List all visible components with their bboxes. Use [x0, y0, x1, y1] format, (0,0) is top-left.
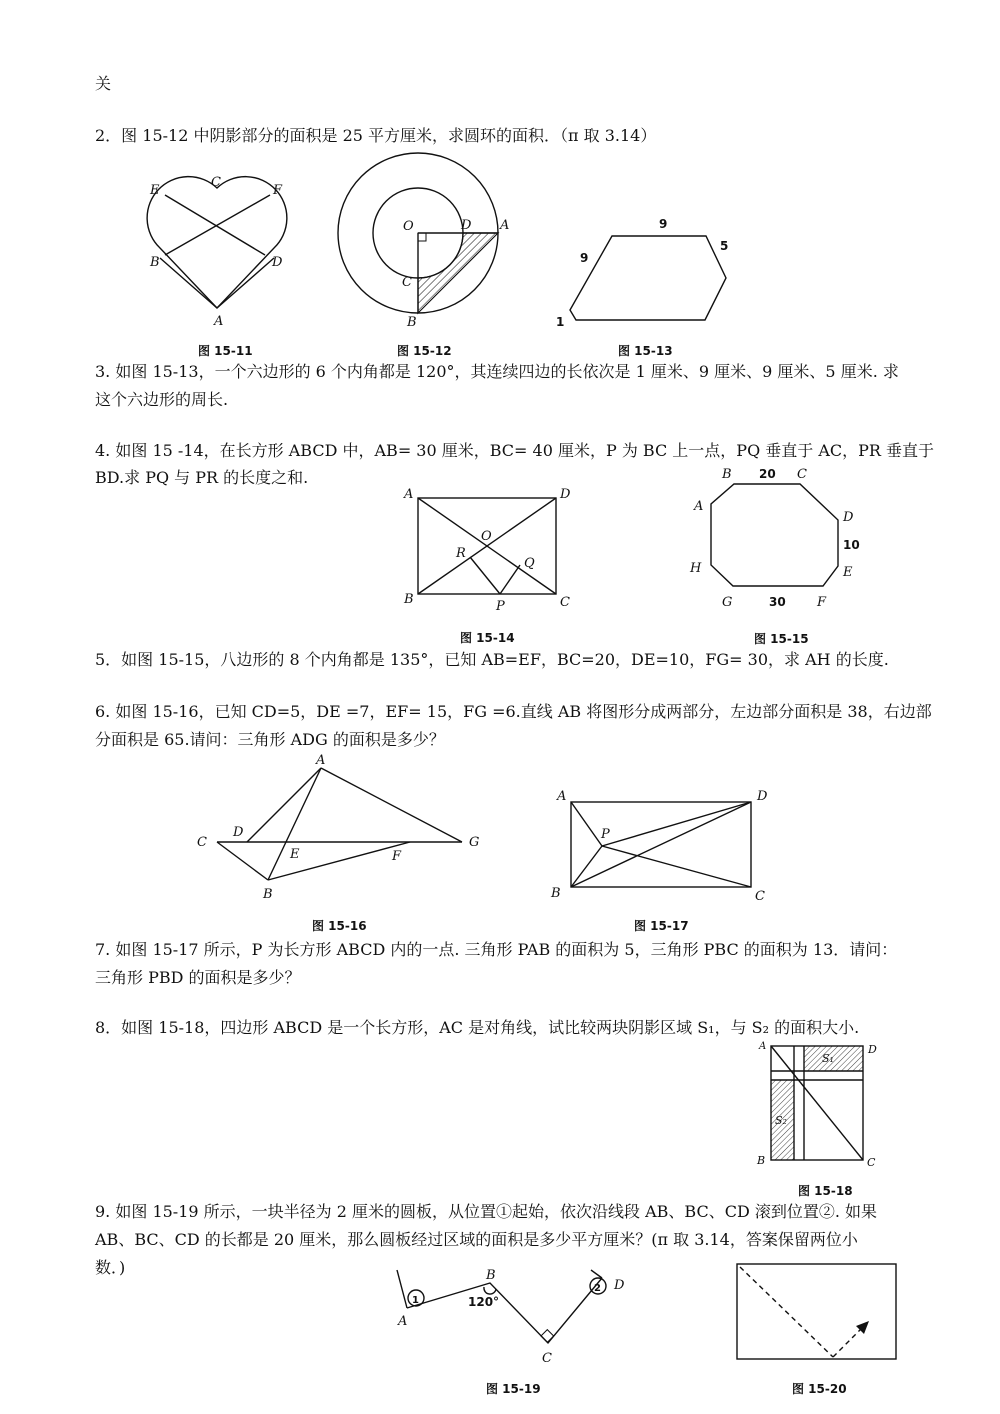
label-120deg: 120° — [468, 1295, 500, 1309]
label-C: C — [560, 595, 570, 610]
label-D: D — [560, 487, 571, 502]
label-pos2: 2 — [594, 1283, 601, 1294]
label-C: C — [402, 275, 412, 290]
problem-9-line2: AB、BC、CD 的长都是 20 厘米，那么圆板经过区域的面积是多少平方厘米？(π 取 3.14，答案保留两位小 — [95, 1230, 858, 1249]
problem-4-line2: BD.求 PQ 与 PR 的长度之和. — [95, 468, 309, 487]
problem-9-line1: 9. 如图 15-19 所示，一块半径为 2 厘米的圆板，从位置①起始，依次沿线段 AB、BC、CD 滚到位置②. 如果 — [95, 1202, 878, 1221]
label-E: E — [843, 565, 853, 580]
arrow-head-icon — [856, 1321, 869, 1334]
label-A: A — [404, 487, 414, 502]
label-S1: S₁ — [822, 1052, 834, 1065]
label-E: E — [150, 183, 160, 198]
caption-15-18: 图 15-18 — [798, 1184, 853, 1198]
label-9-left: 9 — [580, 251, 589, 265]
label-P: P — [496, 599, 505, 614]
label-F: F — [817, 595, 827, 610]
label-O: O — [481, 529, 492, 544]
header-char: 关 — [95, 74, 112, 93]
label-9-top: 9 — [659, 217, 668, 231]
label-B: B — [263, 887, 273, 902]
label-A: A — [214, 314, 224, 329]
label-20: 20 — [759, 467, 776, 481]
label-G: G — [469, 835, 480, 850]
label-A: A — [398, 1314, 408, 1329]
label-P: P — [601, 827, 610, 842]
label-10: 10 — [843, 538, 860, 552]
problem-8: 8．如图 15-18，四边形 ABCD 是一个长方形，AC 是对角线，试比较两块阴影区域 S₁，与 S₂ 的面积大小. — [95, 1018, 860, 1037]
label-B: B — [722, 467, 732, 482]
label-Q: Q — [524, 556, 535, 571]
caption-15-19: 图 15-19 — [486, 1382, 541, 1396]
problem-2: 2．图 15-12 中阴影部分的面积是 25 平方厘米，求圆环的面积．（π 取 3.14） — [95, 126, 657, 145]
label-G: G — [722, 595, 733, 610]
label-D: D — [233, 825, 244, 840]
label-5: 5 — [720, 239, 729, 253]
label-B: B — [407, 315, 417, 330]
label-B: B — [404, 592, 414, 607]
problem-4-line1: 4. 如图 15 -14，在长方形 ABCD 中，AB= 30 厘米，BC= 40 厘米，P 为 BC 上一点，PQ 垂直于 AC，PR 垂直于 — [95, 441, 935, 460]
label-D: D — [272, 255, 283, 270]
caption-15-11: 图 15-11 — [198, 344, 253, 358]
label-C: C — [797, 467, 807, 482]
problem-6-line1: 6. 如图 15-16，已知 CD=5，DE =7，EF= 15，FG =6.直线 AB 将图形分成两部分，左边部分面积是 38，右边部 — [95, 702, 932, 721]
label-B: B — [150, 255, 160, 270]
label-pos1: 1 — [412, 1295, 419, 1306]
problem-5: 5．如图 15-15，八边形的 8 个内角都是 135°，已知 AB=EF，BC=20，DE=10，FG= 30，求 AH 的长度. — [95, 650, 889, 669]
label-C: C — [755, 889, 765, 904]
problem-9-line3: 数．) — [95, 1258, 126, 1277]
label-S2: S₂ — [775, 1114, 787, 1127]
label-A: A — [557, 789, 567, 804]
caption-15-16: 图 15-16 — [312, 919, 367, 933]
label-1: 1 — [556, 315, 565, 329]
caption-15-17: 图 15-17 — [634, 919, 689, 933]
billiard-table — [737, 1264, 896, 1359]
label-D: D — [757, 789, 768, 804]
label-A: A — [316, 753, 326, 768]
caption-15-13: 图 15-13 — [618, 344, 673, 358]
problem-6-line2: 分面积是 65.请问：三角形 ADG 的面积是多少？ — [95, 730, 445, 749]
label-F: F — [392, 849, 402, 864]
label-F: F — [273, 183, 283, 198]
label-A: A — [500, 218, 510, 233]
problem-3-line2: 这个六边形的周长. — [95, 390, 229, 409]
caption-15-12: 图 15-12 — [397, 344, 452, 358]
label-O: O — [403, 219, 414, 234]
caption-15-15: 图 15-15 — [754, 632, 809, 646]
label-H: H — [690, 561, 702, 576]
label-B: B — [757, 1154, 766, 1167]
label-D: D — [868, 1043, 877, 1056]
label-C: C — [542, 1351, 552, 1366]
caption-15-20: 图 15-20 — [792, 1382, 847, 1396]
label-D: D — [614, 1278, 625, 1293]
label-B: B — [551, 886, 561, 901]
label-C: C — [197, 835, 207, 850]
label-A: A — [694, 499, 704, 514]
caption-15-14: 图 15-14 — [460, 631, 515, 645]
problem-7-line1: 7. 如图 15-17 所示，P 为长方形 ABCD 内的一点. 三角形 PAB 的面积为 5，三角形 PBC 的面积为 13．请问： — [95, 940, 898, 959]
label-C: C — [867, 1156, 876, 1169]
problem-7-line2: 三角形 PBD 的面积是多少？ — [95, 968, 301, 987]
label-C: C — [211, 175, 221, 190]
label-E: E — [290, 847, 300, 862]
label-30: 30 — [769, 595, 786, 609]
label-B: B — [486, 1268, 496, 1283]
label-D: D — [843, 510, 854, 525]
label-D: D — [461, 218, 472, 233]
label-R: R — [456, 546, 466, 561]
label-A: A — [759, 1041, 767, 1052]
problem-3-line1: 3. 如图 15-13，一个六边形的 6 个内角都是 120°，其连续四边的长依次是 1 厘米、9 厘米、9 厘米、5 厘米. 求 — [95, 362, 899, 381]
